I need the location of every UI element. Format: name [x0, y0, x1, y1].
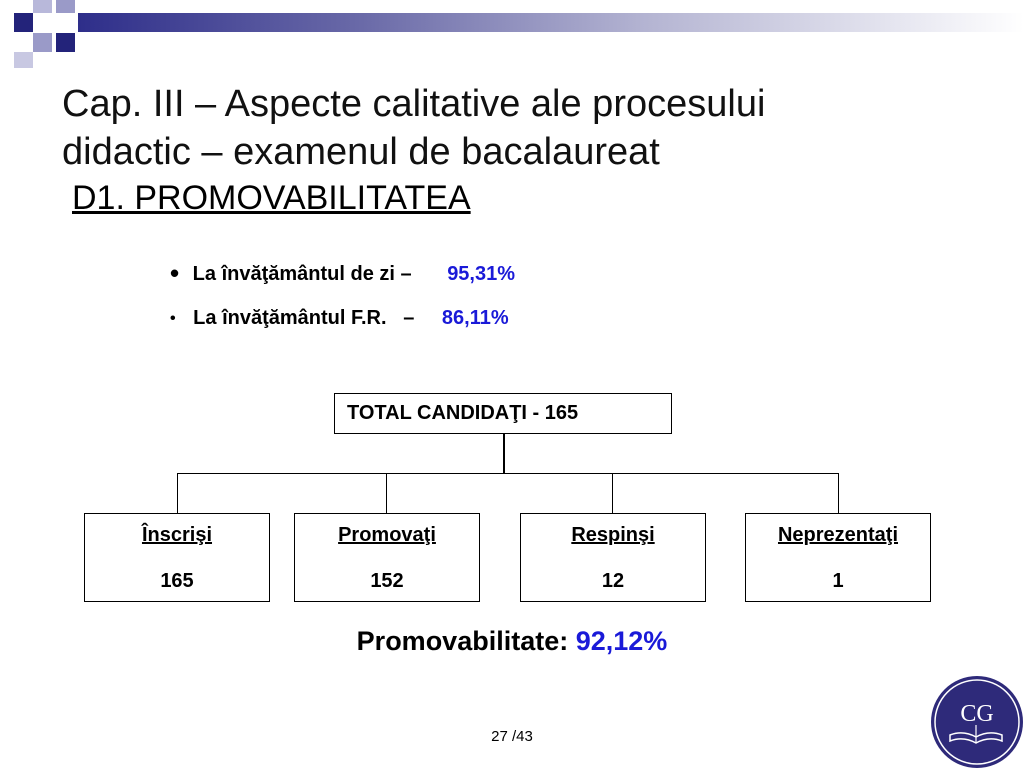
- logo-text: CG: [960, 701, 994, 727]
- node-value: 165: [160, 570, 194, 592]
- node-inscrisi: [84, 513, 270, 602]
- decor-square: [14, 13, 33, 32]
- decor-square: [14, 52, 33, 68]
- bullet-label: La învăţământul de zi –: [192, 263, 412, 285]
- decor-square: [33, 33, 52, 52]
- node-promovati: [294, 513, 480, 602]
- decor-square: [56, 33, 75, 52]
- page-number: 27 /43: [491, 728, 533, 745]
- header-gradient-band: [78, 13, 1024, 32]
- node-label: Promovaţi: [338, 524, 436, 546]
- node-respinsi: [520, 513, 706, 602]
- institution-logo: [930, 675, 1023, 768]
- slide-title-line-2: didactic – examenul de bacalaureat: [62, 131, 660, 173]
- node-value: 12: [601, 570, 625, 592]
- slide-title-line-1: Cap. III – Aspecte calitative ale procesului: [62, 83, 766, 125]
- node-value: 152: [370, 570, 404, 592]
- connector-line: [177, 473, 178, 513]
- bullet-item-day: [170, 258, 515, 289]
- bullet-dot-icon: •: [170, 310, 176, 327]
- bullet-dot-icon: •: [170, 258, 180, 288]
- connector-line: [386, 473, 387, 513]
- result-value: 92,12%: [575, 626, 668, 656]
- section-heading: D1. PROMOVABILITATEA: [72, 179, 471, 217]
- slide-title: [62, 80, 962, 176]
- bullet-value: 86,11%: [441, 307, 509, 329]
- connector-line: [838, 473, 839, 513]
- node-label: Respinşi: [571, 524, 655, 546]
- connector-line: [612, 473, 613, 513]
- decor-square: [56, 0, 75, 13]
- bullet-label: La învăţământul F.R. –: [193, 307, 415, 329]
- node-label: Neprezentaţi: [777, 524, 899, 546]
- total-candidates-box: TOTAL CANDIDAŢI - 165: [334, 393, 672, 434]
- decor-square: [33, 0, 52, 13]
- connector-line: [177, 473, 839, 474]
- node-neprezentati: [745, 513, 931, 602]
- bullet-item-fr: [170, 307, 509, 330]
- connector-line: [503, 434, 505, 474]
- promovability-result: [0, 626, 1024, 657]
- node-value: 1: [832, 570, 844, 592]
- result-label: Promovabilitate:: [356, 626, 569, 656]
- node-label: Înscrişi: [141, 524, 213, 546]
- bullet-value: 95,31%: [447, 263, 516, 285]
